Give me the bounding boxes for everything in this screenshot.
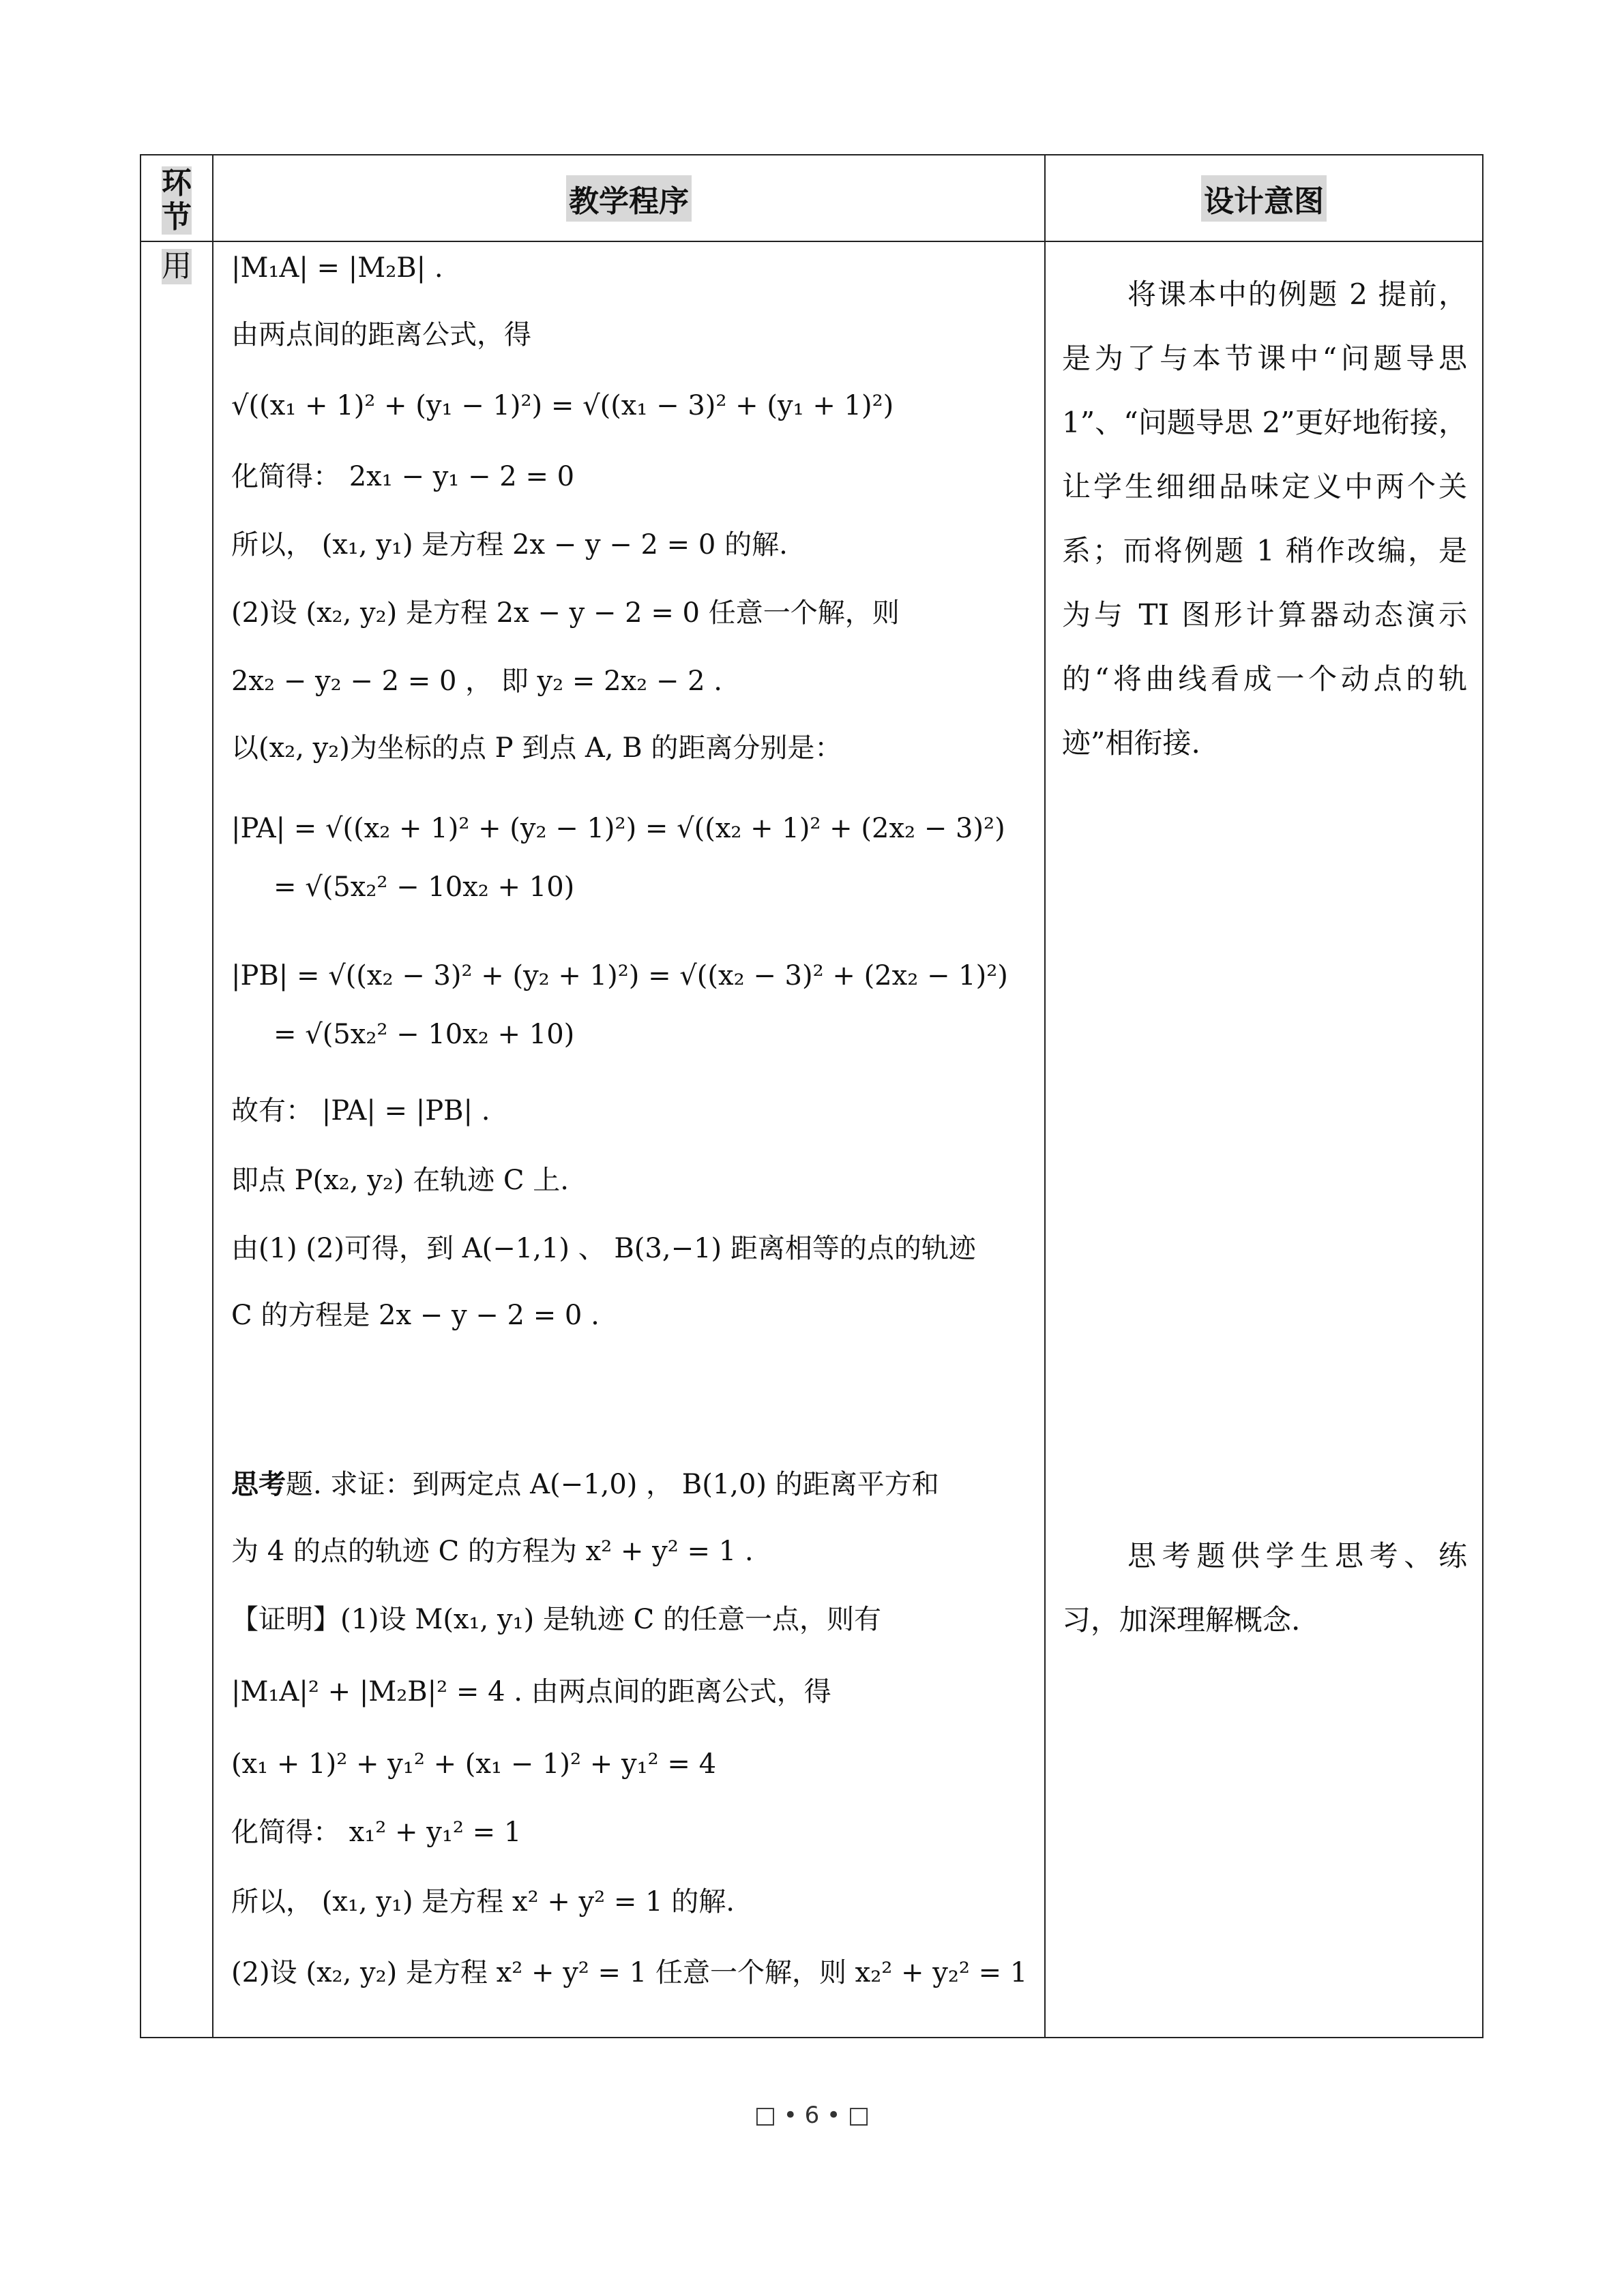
- procedure-line: 由两点间的距离公式，得: [231, 319, 531, 351]
- procedure-line: 化简得： x₁² + y₁² = 1: [231, 1817, 522, 1848]
- procedure-line: 即点 P(x₂, y₂) 在轨迹 C 上.: [231, 1165, 569, 1196]
- page-number: □ • 6 • □: [754, 2102, 870, 2129]
- header-intent-label: 设计意图: [1201, 175, 1327, 222]
- procedure-line: |PA| = √((x₂ + 1)² + (y₂ − 1)²) = √((x₂ + 1)² + (2x₂ − 3)²): [231, 813, 1005, 844]
- procedure-line: 化简得： 2x₁ − y₁ − 2 = 0: [231, 461, 575, 492]
- procedure-line: |M₁A| = |M₂B| .: [231, 252, 443, 284]
- procedure-cell: [213, 241, 1045, 2038]
- intent-cell: [1045, 241, 1483, 2038]
- procedure-line: (2)设 (x₂, y₂) 是方程 x² + y² = 1 任意一个解，则 x₂² + y₂² = 1: [231, 1957, 1028, 1988]
- procedure-line: |PB| = √((x₂ − 3)² + (y₂ + 1)²) = √((x₂ − 3)² + (2x₂ − 1)²): [231, 960, 1008, 992]
- procedure-line: 【证明】(1)设 M(x₁, y₁) 是轨迹 C 的任意一点，则有: [231, 1604, 881, 1635]
- procedure-line: 所以， (x₁, y₁) 是方程 2x − y − 2 = 0 的解.: [231, 529, 788, 561]
- procedure-line: 故有： |PA| = |PB| .: [231, 1095, 490, 1127]
- procedure-line: 为 4 的点的轨迹 C 的方程为 x² + y² = 1 .: [231, 1536, 754, 1567]
- header-procedure-cell: [213, 155, 1045, 241]
- procedure-line: = √(5x₂² − 10x₂ + 10): [274, 1019, 575, 1050]
- procedure-line: √((x₁ + 1)² + (y₁ − 1)²) = √((x₁ − 3)² + (y₁ + 1)²): [231, 390, 894, 421]
- header-segment-label: 环节: [162, 165, 192, 235]
- intent-paragraph-1: 将课本中的例题 2 提前，是为了与本节课中“问题导思 1”、“问题导思 2”更好地衔接，让学生细细品味定义中两个关系；而将例题 1 稍作改编，是为与 TI 图形计算器动态演示的“将曲线看成一个动点的轨迹”相衔接.: [1062, 278, 1467, 760]
- procedure-line: C 的方程是 2x − y − 2 = 0 .: [231, 1300, 600, 1331]
- procedure-line: = √(5x₂² − 10x₂ + 10): [274, 871, 575, 903]
- header-intent-cell: [1045, 155, 1483, 241]
- procedure-line: 2x₂ − y₂ − 2 = 0 ， 即 y₂ = 2x₂ − 2 .: [231, 666, 722, 697]
- header-row: [141, 155, 1483, 241]
- header-procedure-label: 教学程序: [566, 175, 692, 222]
- procedure-line: 以(x₂, y₂)为坐标的点 P 到点 A, B 的距离分别是：: [231, 732, 842, 764]
- segment-cell: [141, 241, 213, 2038]
- header-segment-cell: [141, 155, 213, 241]
- segment-label: 用: [162, 249, 192, 284]
- content-row: [141, 241, 1483, 2038]
- intent-paragraph-2: 思考题供学生思考、练习，加深理解概念.: [1062, 1539, 1467, 1637]
- lesson-table: [140, 154, 1483, 2038]
- procedure-line: (x₁ + 1)² + y₁² + (x₁ − 1)² + y₁² = 4: [231, 1748, 717, 1780]
- procedure-line: (2)设 (x₂, y₂) 是方程 2x − y − 2 = 0 任意一个解，则: [231, 597, 900, 629]
- procedure-line: 由(1) (2)可得，到 A(−1,1) 、 B(3,−1) 距离相等的点的轨迹: [231, 1233, 976, 1264]
- procedure-lines: [231, 246, 1031, 2033]
- procedure-line: |M₁A|² + |M₂B|² = 4 . 由两点间的距离公式，得: [231, 1676, 831, 1708]
- procedure-line: 思考题. 求证：到两定点 A(−1,0) ， B(1,0) 的距离平方和: [231, 1469, 939, 1500]
- procedure-line: 所以， (x₁, y₁) 是方程 x² + y² = 1 的解.: [231, 1886, 735, 1918]
